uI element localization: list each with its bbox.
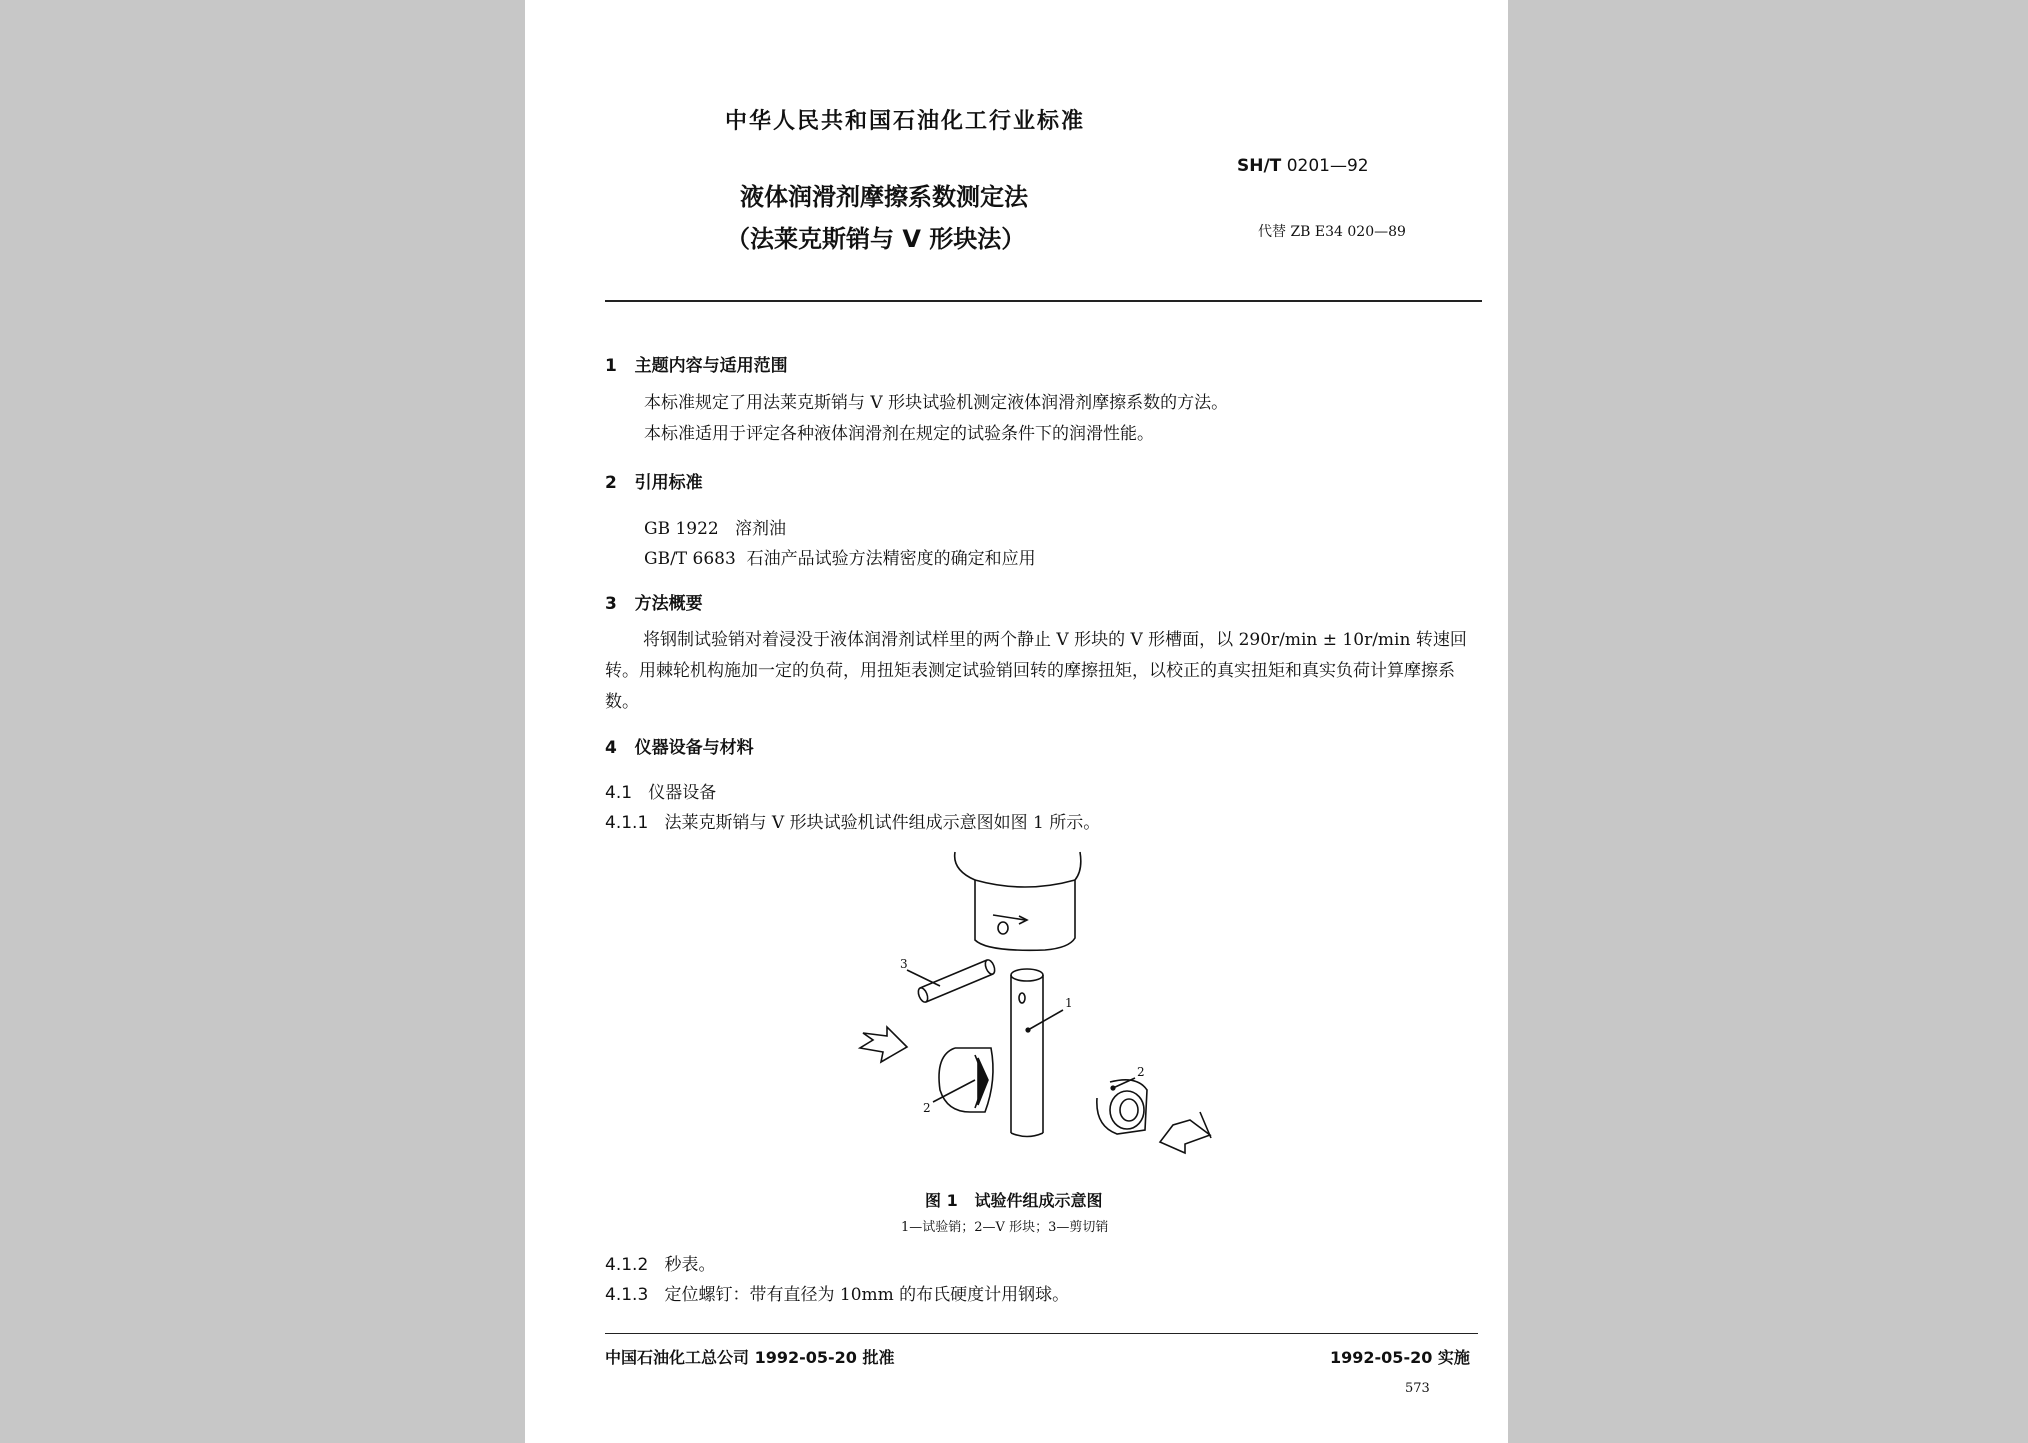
page-number: 573 [1405, 1381, 1430, 1396]
reference-title: 溶剂油 [734, 519, 786, 539]
subsection-number: 4.1.1 [605, 813, 649, 833]
section-1-paragraph-2: 本标准适用于评定各种液体润滑剂在规定的试验条件下的润滑性能。 [644, 424, 1154, 444]
reference-code: GB/T 6683 [644, 549, 736, 569]
standard-code-prefix: SH/T [1237, 156, 1282, 176]
reference-item [644, 544, 1036, 569]
test-pin [1011, 969, 1063, 1137]
document-page [525, 0, 1508, 1443]
footer-rule [605, 1333, 1478, 1334]
standard-code-number: 0201—92 [1286, 156, 1369, 176]
section-title: 仪器设备与材料 [634, 738, 754, 758]
left-load-arrow [860, 1027, 907, 1062]
figure-1-diagram [835, 850, 1265, 1185]
standard-code [1237, 156, 1369, 176]
figure-caption-text: 试验件组成示意图 [974, 1191, 1103, 1210]
subsection-text: 仪器设备 [648, 783, 717, 803]
section-number: 1 [605, 356, 617, 376]
shear-pin [907, 959, 997, 1004]
subsection-4-1-3 [605, 1280, 1069, 1305]
reference-code: GB 1922 [644, 519, 719, 539]
header-rule [605, 300, 1482, 302]
subsection-number: 4.1 [605, 783, 633, 803]
section-4-heading [605, 733, 754, 758]
subsection-number: 4.1.3 [605, 1285, 649, 1305]
subsection-4-1 [605, 778, 716, 803]
replaces-standard: 代替 ZB E34 020—89 [1258, 224, 1406, 240]
section-number: 2 [605, 473, 617, 493]
document-title: 液体润滑剂摩擦系数测定法 [740, 183, 1028, 211]
v-block-left [933, 1048, 993, 1112]
approval-issuer: 中国石油化工总公司 1992-05-20 批准 [605, 1348, 895, 1367]
subsection-4-1-2 [605, 1250, 715, 1275]
section-number: 3 [605, 594, 617, 614]
section-2-heading [605, 468, 703, 493]
callout-3: 3 [900, 957, 908, 971]
document-subtitle: （法莱克斯销与 V 形块法） [726, 225, 1026, 253]
subsection-text: 定位螺钉：带有直径为 10mm 的布氏硬度计用钢球。 [664, 1285, 1070, 1305]
effective-date: 1992-05-20 实施 [1330, 1348, 1470, 1367]
reference-item [644, 514, 786, 539]
section-title: 引用标准 [634, 473, 703, 493]
holder-shaft [955, 852, 1081, 950]
subsection-4-1-1 [605, 808, 1100, 833]
callout-2-right: 2 [1137, 1065, 1145, 1079]
v-block-right [1097, 1078, 1147, 1134]
subsection-text: 法莱克斯销与 V 形块试验机试件组成示意图如图 1 所示。 [664, 813, 1101, 833]
section-3-paragraph: 将钢制试验销对着浸没于液体润滑剂试样里的两个静止 V 形块的 V 形槽面，以 290r/min ± 10r/min 转速回转。用棘轮机构施加一定的负荷，用扭矩表测定试验销回转的摩擦扭矩，以校正的真实扭矩和真实负荷计算摩擦系数。 [605, 630, 1467, 712]
section-number: 4 [605, 738, 617, 758]
subsection-text: 秒表。 [664, 1255, 716, 1275]
org-standard-heading: 中华人民共和国石油化工行业标准 [725, 109, 1086, 134]
figure-label: 图 1 [925, 1191, 958, 1210]
section-title: 方法概要 [634, 594, 703, 614]
section-title: 主题内容与适用范围 [634, 356, 788, 376]
figure-caption [925, 1188, 1102, 1211]
figure-legend: 1—试验销；2—V 形块；3—剪切销 [901, 1220, 1109, 1235]
right-load-arrow [1160, 1112, 1211, 1153]
section-3-heading [605, 589, 703, 614]
callout-2-left: 2 [923, 1101, 931, 1115]
section-1-paragraph-1: 本标准规定了用法莱克斯销与 V 形块试验机测定液体润滑剂摩擦系数的方法。 [644, 393, 1229, 413]
reference-title: 石油产品试验方法精密度的确定和应用 [746, 549, 1036, 569]
subsection-number: 4.1.2 [605, 1255, 649, 1275]
callout-1: 1 [1065, 996, 1073, 1010]
section-1-heading [605, 351, 788, 376]
